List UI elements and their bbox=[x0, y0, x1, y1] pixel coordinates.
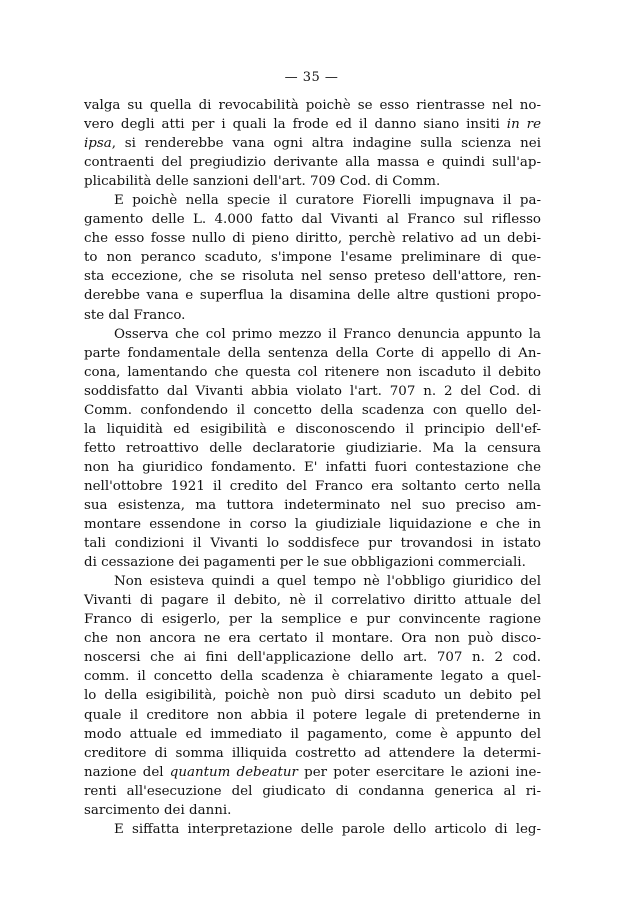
text-line: che non ancora ne era certato il montare. Ora non può disco- bbox=[84, 631, 541, 647]
text-line: fetto retroattivo delle declaratorie giudiziarie. Ma la censura bbox=[84, 440, 541, 456]
text-line: valga su quella di revocabilità poichè se esso rientrasse nel no- bbox=[84, 98, 541, 113]
page-number: — 35 — bbox=[284, 70, 339, 85]
text-line: nell'ottobre 1921 il credito del Franco era soltanto certo nella bbox=[84, 478, 541, 494]
text-line: Comm. confondendo il concetto della scadenza con quello del- bbox=[84, 402, 541, 418]
text-line: Franco di esigerlo, per la semplice e pur convincente ragione bbox=[84, 612, 541, 628]
text-line: non ha giuridico fondamento. E' infatti fuori contestazione che bbox=[84, 459, 541, 475]
text-line: Vivanti di pagare il debito, nè il correlativo diritto attuale del bbox=[84, 593, 541, 609]
text-line: vero degli atti per i quali la frode ed il danno siano insiti in re bbox=[84, 117, 541, 133]
text-line: modo attuale ed immediato il pagamento, come è appunto del bbox=[84, 726, 541, 742]
paragraph-start-line: Osserva che col primo mezzo il Franco denuncia appunto la bbox=[114, 326, 541, 342]
text-line: lo della esigibilità, poichè non può dirsi scaduto un debito pel bbox=[84, 688, 541, 704]
text-line: derebbe vana e superflua la disamina delle altre qustioni propo- bbox=[84, 288, 541, 304]
text-line: che esso fosse nullo di pieno diritto, perchè relativo ad un debi- bbox=[84, 231, 541, 247]
text-line: sarcimento dei danni. bbox=[84, 802, 232, 818]
paragraph-start-line: Non esisteva quindi a quel tempo nè l'obbligo giuridico del bbox=[114, 574, 541, 590]
text-line: comm. il concetto della scadenza è chiaramente legato a quel- bbox=[84, 669, 541, 685]
text-line: cona, lamentando che questa col ritenere non iscaduto il debito bbox=[84, 364, 541, 380]
text-line: creditore di somma illiquida costretto ad attendere la determi- bbox=[84, 745, 541, 761]
italic-latin-term: in re bbox=[506, 117, 541, 133]
text-line: la liquidità ed esigibilità e disconoscendo il principio dell'ef- bbox=[84, 421, 541, 437]
text-line: ipsa, si renderebbe vana ogni altra indagine sulla scienza nei bbox=[84, 136, 541, 152]
text-line: noscersi che ai fini dell'applicazione dello art. 707 n. 2 cod. bbox=[84, 650, 541, 666]
text-line: plicabilità delle sanzioni dell'art. 709 Cod. di Comm. bbox=[84, 174, 441, 190]
text-line: contraenti del pregiudizio derivante alla massa e quindi sull'ap- bbox=[84, 155, 541, 171]
italic-latin-term: ipsa bbox=[84, 136, 112, 152]
body-text bbox=[84, 96, 541, 839]
text-line: parte fondamentale della sentenza della Corte di appello di An- bbox=[84, 345, 541, 361]
text-line: to non peranco scaduto, s'impone l'esame preliminare di que- bbox=[84, 250, 541, 266]
text-line: di cessazione dei pagamenti per le sue obbligazioni commerciali. bbox=[84, 555, 526, 571]
text-line: gamento delle L. 4.000 fatto dal Vivanti al Franco sul riflesso bbox=[84, 212, 541, 228]
paragraph-start-line: E poichè nella specie il curatore Fiorelli impugnava il pa- bbox=[114, 193, 541, 209]
text-line: tali condizioni il Vivanti lo soddisfece pur trovandosi in istato bbox=[84, 536, 541, 552]
text-line: nazione del quantum debeatur per poter esercitare le azioni ine- bbox=[84, 764, 541, 780]
italic-latin-term: quantum debeatur bbox=[169, 764, 298, 780]
text-line: quale il creditore non abbia il potere legale di pretenderne in bbox=[84, 707, 541, 723]
text-line: sta eccezione, che se risoluta nel senso preteso dell'attore, ren- bbox=[84, 269, 541, 285]
text-line: soddisfatto dal Vivanti abbia violato l'art. 707 n. 2 del Cod. di bbox=[84, 383, 541, 399]
text-line: renti all'esecuzione del giudicato di condanna generica al ri- bbox=[84, 783, 541, 799]
text-line: sua esistenza, ma tuttora indeterminato nel suo preciso am- bbox=[84, 497, 541, 513]
text-line: ste dal Franco. bbox=[84, 307, 186, 323]
paragraph-start-line: E siffatta interpretazione delle parole dello articolo di leg- bbox=[114, 821, 541, 837]
text-line: montare essendone in corso la giudiziale liquidazione e che in bbox=[84, 517, 541, 533]
